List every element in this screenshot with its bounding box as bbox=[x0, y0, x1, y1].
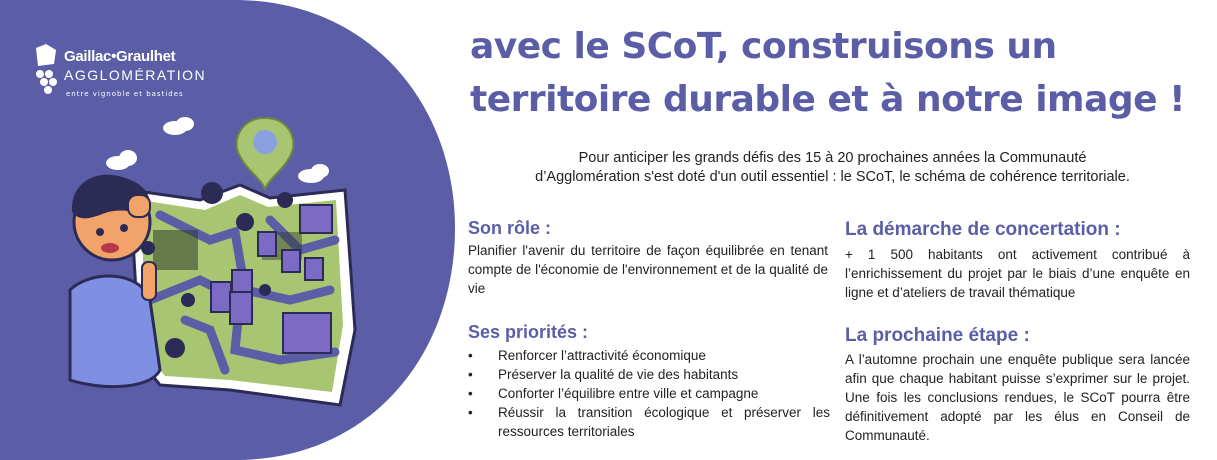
logo bbox=[32, 44, 207, 98]
map-field bbox=[153, 230, 198, 270]
list-item: • Renforcer l’attractivité économique bbox=[468, 346, 830, 365]
concertation-text: + 1 500 habitants ont activement contribué à l’enrichissement du projet par le biais d’une enquête en ligne et d’ateliers de travail thématique bbox=[845, 247, 1190, 300]
list-item: • Conforter l’équilibre entre ville et campagne bbox=[468, 384, 830, 403]
priorities-heading: Ses priorités : bbox=[468, 322, 589, 342]
priorities-list bbox=[468, 346, 830, 441]
logo-subtitle: AGGLOMÉRATION bbox=[64, 67, 207, 83]
logo-name: Gaillac•Graulhet bbox=[64, 48, 176, 65]
list-item: • Réussir la transition écologique et préserver les ressources territoriales bbox=[468, 403, 830, 441]
illustration-panel bbox=[0, 0, 470, 460]
logo-tagline: entre vignoble et bastides bbox=[66, 90, 184, 98]
intro-line-1: Pour anticiper les grands défis des 15 à 20 prochaines années la Communauté bbox=[578, 150, 1087, 166]
grape-logo-icon bbox=[32, 44, 62, 96]
headline bbox=[470, 20, 1210, 126]
next-step-text: A l’automne prochain une enquête publique sera lancée afin que chaque habitant puisse s’exprimer sur le projet. Une fois les conclusions rendues, le SCoT pourra être définitivement adopté par les élus en Conseil de Communauté. bbox=[845, 352, 1190, 443]
role-text: Planifier l'avenir du territoire de façon équilibrée en tenant compte de l'économie de l'environnement et de la qualité de vie bbox=[468, 243, 828, 296]
intro-line-2: d’Agglomération s'est doté d'un outil essentiel : le SCoT, le schéma de cohérence territoriale. bbox=[535, 169, 1130, 185]
role-heading: Son rôle : bbox=[468, 218, 552, 238]
headline-line-2: territoire durable et à notre image ! bbox=[470, 79, 1185, 120]
concertation-heading: La démarche de concertation : bbox=[845, 219, 1121, 240]
intro-paragraph bbox=[470, 149, 1195, 187]
headline-line-1: avec le SCoT, construisons un bbox=[470, 26, 1057, 67]
list-item: • Préserver la qualité de vie des habitants bbox=[468, 365, 830, 384]
next-step-heading: La prochaine étape : bbox=[845, 325, 1030, 346]
character-illustration bbox=[70, 175, 160, 387]
